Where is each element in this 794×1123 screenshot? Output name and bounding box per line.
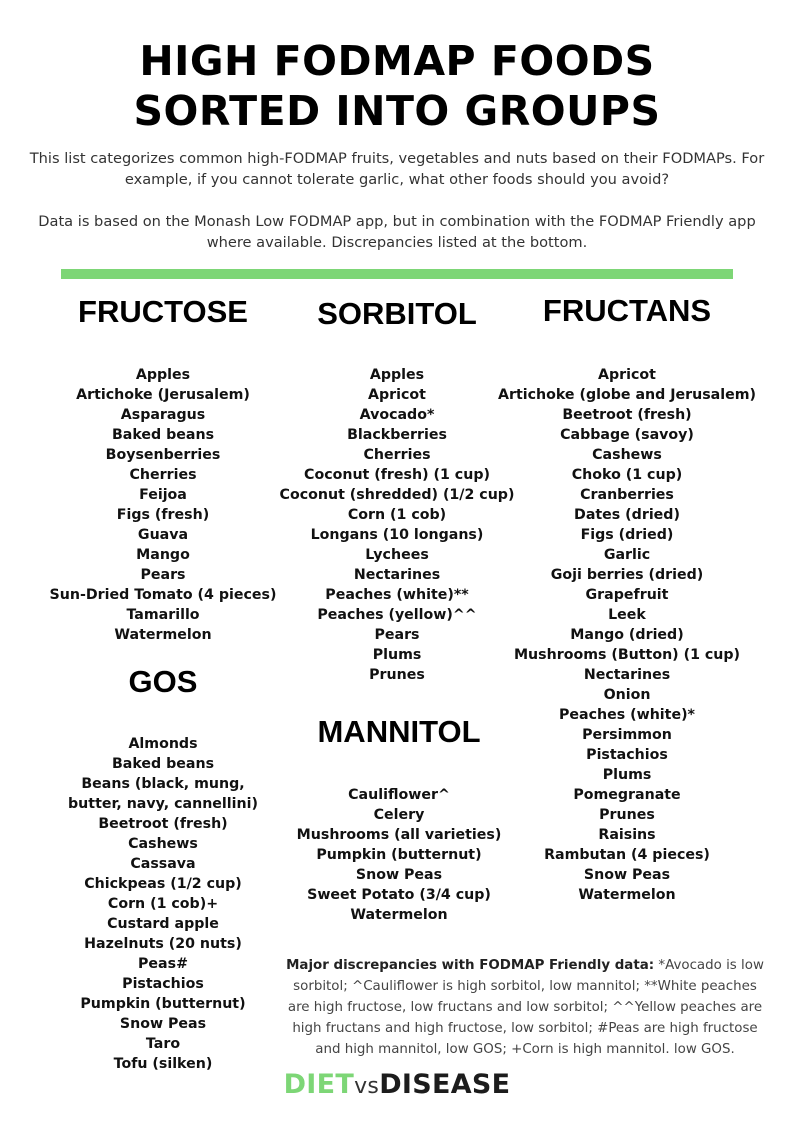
food-item: Dates (dried) — [574, 507, 680, 523]
food-item: Apples — [135, 367, 191, 383]
food-item: Raisins — [598, 827, 656, 843]
food-item: Leek — [608, 607, 646, 623]
food-item: Peaches (white)* — [559, 707, 695, 723]
intro-text — [20, 148, 774, 253]
page-title-line-2: SORTED INTO GROUPS — [133, 87, 661, 135]
food-item: Tamarillo — [126, 607, 200, 623]
food-item: Peaches (white)** — [325, 587, 469, 603]
food-item: Peas# — [138, 956, 188, 972]
group-heading-gos: GOS — [128, 664, 198, 699]
food-item: Beans (black, mung, butter, navy, cannellini) — [68, 776, 258, 812]
food-item: Hazelnuts (20 nuts) — [84, 936, 242, 952]
intro-paragraph-2: Data is based on the Monash Low FODMAP app, but in combination with the FODMAP Friendly app where available. Discrepancies listed at the bottom. — [38, 213, 756, 251]
food-item: Cherries — [363, 447, 431, 463]
food-item: Tofu (silken) — [113, 1056, 213, 1072]
food-item: Cauliflower^ — [348, 787, 450, 803]
food-item: Cassava — [130, 856, 196, 872]
food-item: Plums — [372, 647, 422, 663]
food-item: Custard apple — [107, 916, 219, 932]
discrepancy-notes-label: Major discrepancies with FODMAP Friendly data: — [286, 958, 655, 973]
food-item: Pears — [140, 567, 186, 583]
food-item: Pistachios — [122, 976, 204, 992]
food-item: Plums — [602, 767, 652, 783]
discrepancy-notes-text: *Avocado is low sorbitol; ^Cauliflower is high sorbitol, low mannitol; **White peaches are high fructose, low fructans and low sorbitol; ^^Yellow peaches are high fructans and high fructose, low sorbitol; #Peas are high fructose and high mannitol, low GOS; +Corn is high mannitol. low GOS. — [287, 958, 764, 1057]
food-item: Mango (dried) — [570, 627, 684, 643]
food-item: Onion — [603, 687, 651, 703]
intro-paragraph-1: This list categorizes common high-FODMAP fruits, vegetables and nuts based on their FODMAPs. For example, if you cannot tolerate garlic, what other foods should you avoid? — [29, 150, 765, 188]
food-item: Blackberries — [347, 427, 447, 443]
food-item: Mushrooms (Button) (1 cup) — [513, 647, 741, 663]
food-item: Nectarines — [353, 567, 441, 583]
group-heading-fructans: FRUCTANS — [542, 293, 712, 328]
food-item: Chickpeas (1/2 cup) — [84, 876, 242, 892]
food-item: Watermelon — [350, 907, 448, 923]
food-item: Cabbage (savoy) — [560, 427, 694, 443]
food-item: Pistachios — [586, 747, 668, 763]
food-item: Artichoke (globe and Jerusalem) — [497, 387, 756, 403]
group-heading-fructose: FRUCTOSE — [78, 294, 248, 329]
food-item: Coconut (fresh) (1 cup) — [304, 467, 490, 483]
page-title — [0, 36, 794, 136]
food-item: Garlic — [603, 547, 651, 563]
food-item: Apples — [369, 367, 425, 383]
page-title-line-1: HIGH FODMAP FOODS — [139, 37, 655, 85]
food-item: Guava — [137, 527, 189, 543]
food-item: Sun-Dried Tomato (4 pieces) — [49, 587, 277, 603]
food-item: Rambutan (4 pieces) — [544, 847, 710, 863]
food-item: Cherries — [129, 467, 197, 483]
food-item: Boysenberries — [105, 447, 221, 463]
food-item: Cashews — [592, 447, 662, 463]
food-item: Snow Peas — [583, 867, 671, 883]
food-item: Beetroot (fresh) — [98, 816, 228, 832]
food-item: Pumpkin (butternut) — [316, 847, 482, 863]
food-item: Pears — [374, 627, 420, 643]
food-item: Avocado* — [359, 407, 435, 423]
food-item: Artichoke (Jerusalem) — [76, 387, 250, 403]
food-item: Peaches (yellow)^^ — [317, 607, 477, 623]
food-item: Longans (10 longans) — [310, 527, 484, 543]
discrepancy-notes — [286, 955, 764, 1060]
food-item: Sweet Potato (3/4 cup) — [307, 887, 491, 903]
food-item: Almonds — [128, 736, 198, 752]
food-item: Taro — [145, 1036, 181, 1052]
food-item: Prunes — [369, 667, 425, 683]
food-item: Snow Peas — [119, 1016, 207, 1032]
food-item: Celery — [373, 807, 425, 823]
food-item: Asparagus — [120, 407, 206, 423]
food-item: Grapefruit — [585, 587, 669, 603]
food-item: Nectarines — [583, 667, 671, 683]
group-heading-sorbitol: SORBITOL — [317, 296, 477, 331]
food-item: Baked beans — [111, 427, 215, 443]
food-item: Cranberries — [580, 487, 674, 503]
food-item: Baked beans — [111, 756, 215, 772]
food-list-fructans — [486, 365, 768, 905]
food-item: Prunes — [599, 807, 655, 823]
food-item: Apricot — [368, 387, 426, 403]
food-item: Figs (fresh) — [116, 507, 210, 523]
food-item: Watermelon — [114, 627, 212, 643]
diet-vs-disease-logo — [282, 1068, 512, 1104]
food-item: Coconut (shredded) (1/2 cup) — [279, 487, 515, 503]
group-fructans — [486, 294, 768, 905]
food-item: Corn (1 cob)+ — [107, 896, 219, 912]
food-item: Pumpkin (butternut) — [80, 996, 246, 1012]
logo-disease: DISEASE — [379, 1069, 511, 1100]
food-item: Beetroot (fresh) — [562, 407, 692, 423]
food-item: Goji berries (dried) — [550, 567, 704, 583]
food-item: Lychees — [365, 547, 429, 563]
food-item: Feijoa — [139, 487, 187, 503]
food-item: Watermelon — [578, 887, 676, 903]
food-item: Apricot — [598, 367, 656, 383]
food-item: Figs (dried) — [580, 527, 674, 543]
logo-vs: vs — [354, 1074, 380, 1099]
green-divider — [61, 269, 733, 279]
food-item: Snow Peas — [355, 867, 443, 883]
group-heading-mannitol: MANNITOL — [317, 714, 481, 749]
food-item: Corn (1 cob) — [347, 507, 447, 523]
food-item: Pomegranate — [573, 787, 681, 803]
food-item: Mango — [136, 547, 190, 563]
logo-diet: DIET — [283, 1069, 355, 1100]
food-item: Mushrooms (all varieties) — [296, 827, 502, 843]
food-item: Persimmon — [582, 727, 672, 743]
food-item: Choko (1 cup) — [571, 467, 683, 483]
food-item: Cashews — [128, 836, 198, 852]
